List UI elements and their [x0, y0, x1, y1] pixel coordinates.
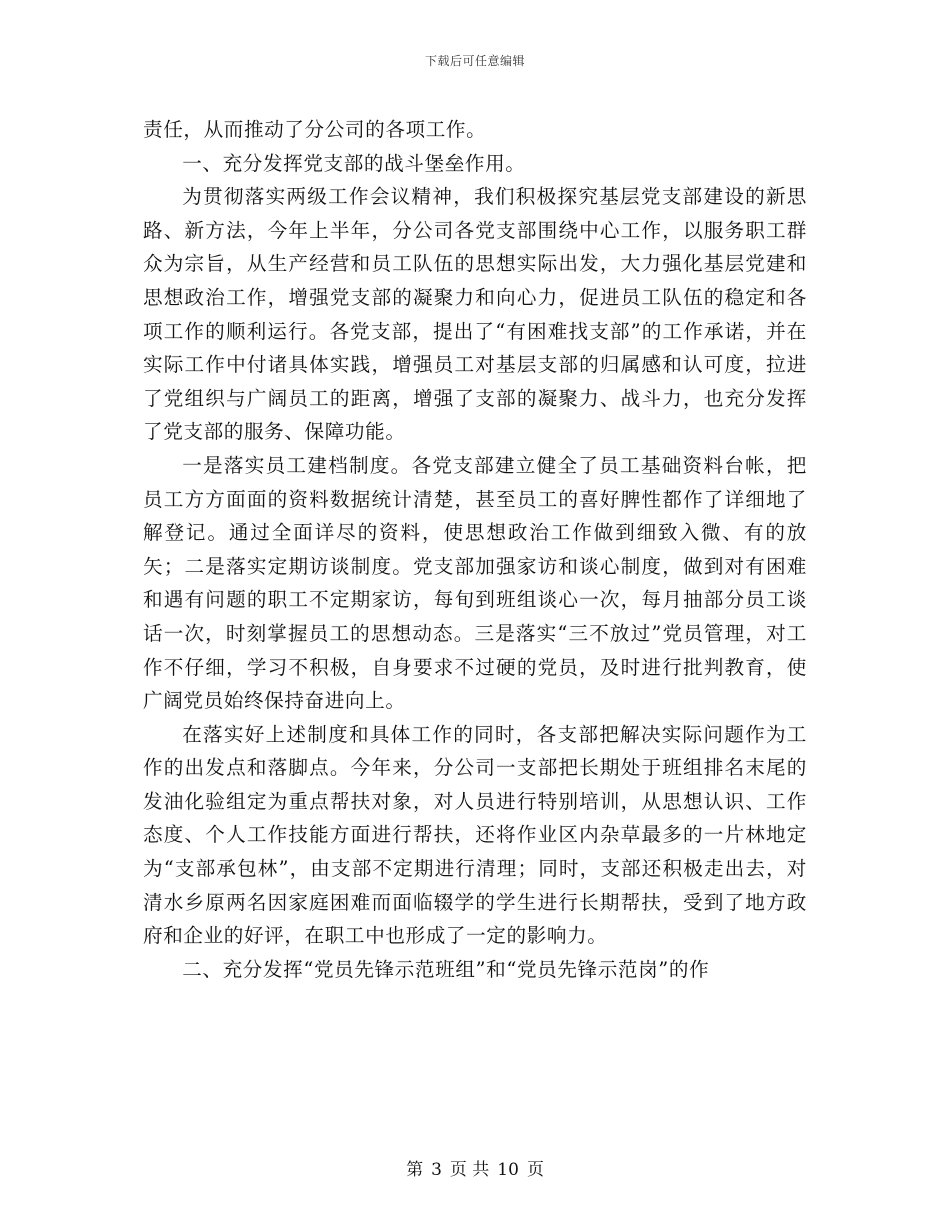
footer-total-pages: 10 — [497, 1160, 519, 1180]
section-heading-2: 二、充分发挥“党员先锋示范班组”和“党员先锋示范岗”的作 — [182, 957, 710, 981]
paragraph: 在落实好上述制度和具体工作的同时，各支部把解决实际问题作为工作的出发点和落脚点。今年来，分公司一支部把长期处于班组排名末尾的发油化验组定为重点帮扶对象，对人员进行特别培训，从思想认识、工作态度、个人工作技能方面进行帮扶，还将作业区内杂草最多的一片林地定为“支部承包林”，由支部不定期进行清理；同时，支部还积极走出去，对清水乡原两名因家庭困难而面临辍学的学生进行长期帮扶，受到了地方政府和企业的好评，在职工中也形成了一定的影响力。 — [143, 722, 807, 948]
footer-middle: 页 共 — [449, 1160, 490, 1180]
page-header: 下载后可任意编辑 — [424, 54, 525, 68]
page-footer — [0, 1155, 950, 1180]
footer-prefix: 第 — [406, 1160, 424, 1180]
section-heading-1: 一、充分发挥党支部的战斗堡垒作用。 — [182, 151, 526, 175]
footer-suffix: 页 — [526, 1160, 544, 1180]
paragraph: 一是落实员工建档制度。各党支部建立健全了员工基础资料台帐，把员工方方面面的资料数据统计清楚，甚至员工的喜好脾性都作了详细地了解登记。通过全面详尽的资料，使思想政治工作做到细致入微、有的放矢；二是落实定期访谈制度。党支部加强家访和谈心制度，做到对有困难和遇有问题的职工不定期家访，每旬到班组谈心一次，每月抽部分员工谈话一次，时刻掌握员工的思想动态。三是落实“三不放过”党员管理，对工作不仔细，学习不积极，自身要求不过硬的党员，及时进行批判教育，使广阔党员始终保持奋进向上。 — [143, 453, 807, 713]
paragraph-continuation: 责任，从而推动了分公司的各项工作。 — [143, 118, 487, 141]
document-body — [143, 113, 807, 986]
footer-page-number: 3 — [431, 1160, 442, 1180]
paragraph: 为贯彻落实两级工作会议精神，我们积极探究基层党支部建设的新思路、新方法，今年上半年，分公司各党支部围绕中心工作，以服务职工群众为宗旨，从生产经营和员工队伍的思想实际出发，大力强化基层党建和思想政治工作，增强党支部的凝聚力和向心力，促进员工队伍的稳定和各项工作的顺利运行。各党支部，提出了“有困难找支部”的工作承诺，并在实际工作中付诸具体实践，增强员工对基层支部的归属感和认可度，拉进了党组织与广阔员工的距离，增强了支部的凝聚力、战斗力，也充分发挥了党支部的服务、保障功能。 — [143, 185, 807, 444]
